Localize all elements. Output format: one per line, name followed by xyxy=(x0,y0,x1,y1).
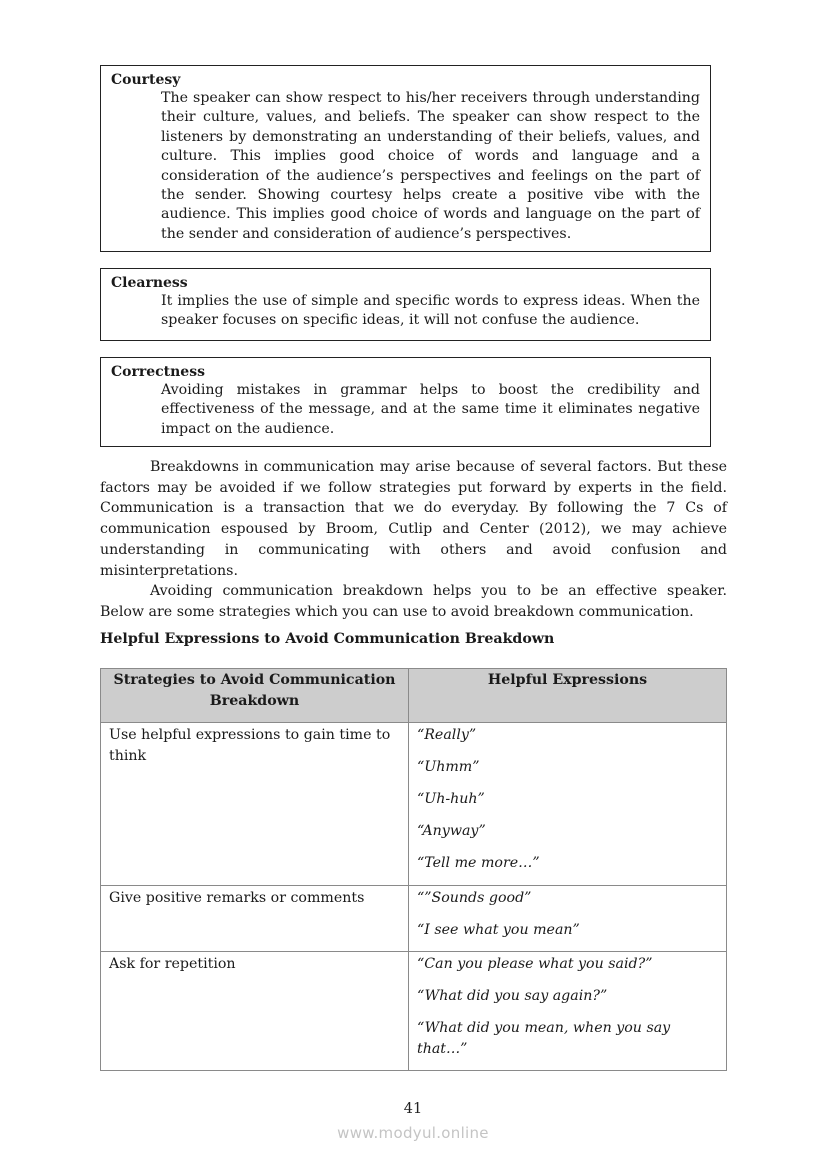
expressions-table xyxy=(100,668,727,1071)
strategy-cell: Ask for repetition xyxy=(101,952,409,1071)
expression-item: “Uh-huh” xyxy=(417,791,485,807)
clearness-box xyxy=(100,268,711,341)
header-strategies: Strategies to Avoid Communication Breakdown xyxy=(101,669,409,723)
strategy-cell: Use helpful expressions to gain time to think xyxy=(101,723,409,886)
courtesy-box xyxy=(100,65,711,252)
expressions-cell xyxy=(409,952,727,1071)
correctness-body: Avoiding mistakes in grammar helps to boost the credibility and effectiveness of the message, and at the same time it eliminates negative impact on the audience. xyxy=(161,382,700,437)
expression-item: “I see what you mean” xyxy=(417,921,580,938)
expression-item: “Can you please what you said?” xyxy=(417,956,653,972)
expression-item: “What did you say again?” xyxy=(417,988,608,1004)
table-row xyxy=(101,952,727,1071)
correctness-title: Correctness xyxy=(111,364,205,380)
expressions-cell xyxy=(409,885,727,952)
expression-item: “What did you mean, when you say that…” xyxy=(417,1020,671,1057)
table-row xyxy=(101,885,727,952)
correctness-box xyxy=(100,357,711,447)
page-number: 41 xyxy=(403,1101,423,1117)
expression-item: “Anyway” xyxy=(417,823,486,839)
watermark: www.modyul.online xyxy=(337,1124,489,1142)
expression-item: “”Sounds good” xyxy=(417,889,532,906)
paragraph-breakdowns: Breakdowns in communication may arise because of several factors. But these factors may be avoided if we follow strategies put forward by experts in the field. Communication is a transaction that we do everyday. By following the 7 Cs of communication espoused by Broom, Cutlip and Center (2012), we may achieve understanding in communicating with others and avoid confusion and misinterpretations. xyxy=(100,459,727,579)
header-expressions: Helpful Expressions xyxy=(409,669,727,723)
table-row xyxy=(101,723,727,886)
expression-item: “Tell me more…” xyxy=(417,855,540,871)
paragraph-avoiding: Avoiding communication breakdown helps you to be an effective speaker. Below are some strategies which you can use to avoid breakdown communication. xyxy=(100,583,727,620)
clearness-body: It implies the use of simple and specific words to express ideas. When the speaker focuses on specific ideas, it will not confuse the audience. xyxy=(161,293,700,329)
table-header-row xyxy=(101,669,727,723)
courtesy-body: The speaker can show respect to his/her receivers through understanding their culture, values, and beliefs. The speaker can show respect to the listeners by demonstrating an understanding of their beliefs, values, and culture. This implies good choice of words and language and a consideration of the audience’s perspectives and feelings on the part of the sender. Showing courtesy helps create a positive vibe with the audience. This implies good choice of words and language on the part of the sender and consideration of audience’s perspectives. xyxy=(161,90,700,242)
expressions-cell xyxy=(409,723,727,886)
section-heading: Helpful Expressions to Avoid Communication Breakdown xyxy=(100,631,555,647)
clearness-title: Clearness xyxy=(111,275,188,291)
strategy-cell: Give positive remarks or comments xyxy=(101,885,409,952)
courtesy-title: Courtesy xyxy=(111,72,181,88)
expression-item: “Really” xyxy=(417,727,477,743)
expression-item: “Uhmm” xyxy=(417,759,480,775)
